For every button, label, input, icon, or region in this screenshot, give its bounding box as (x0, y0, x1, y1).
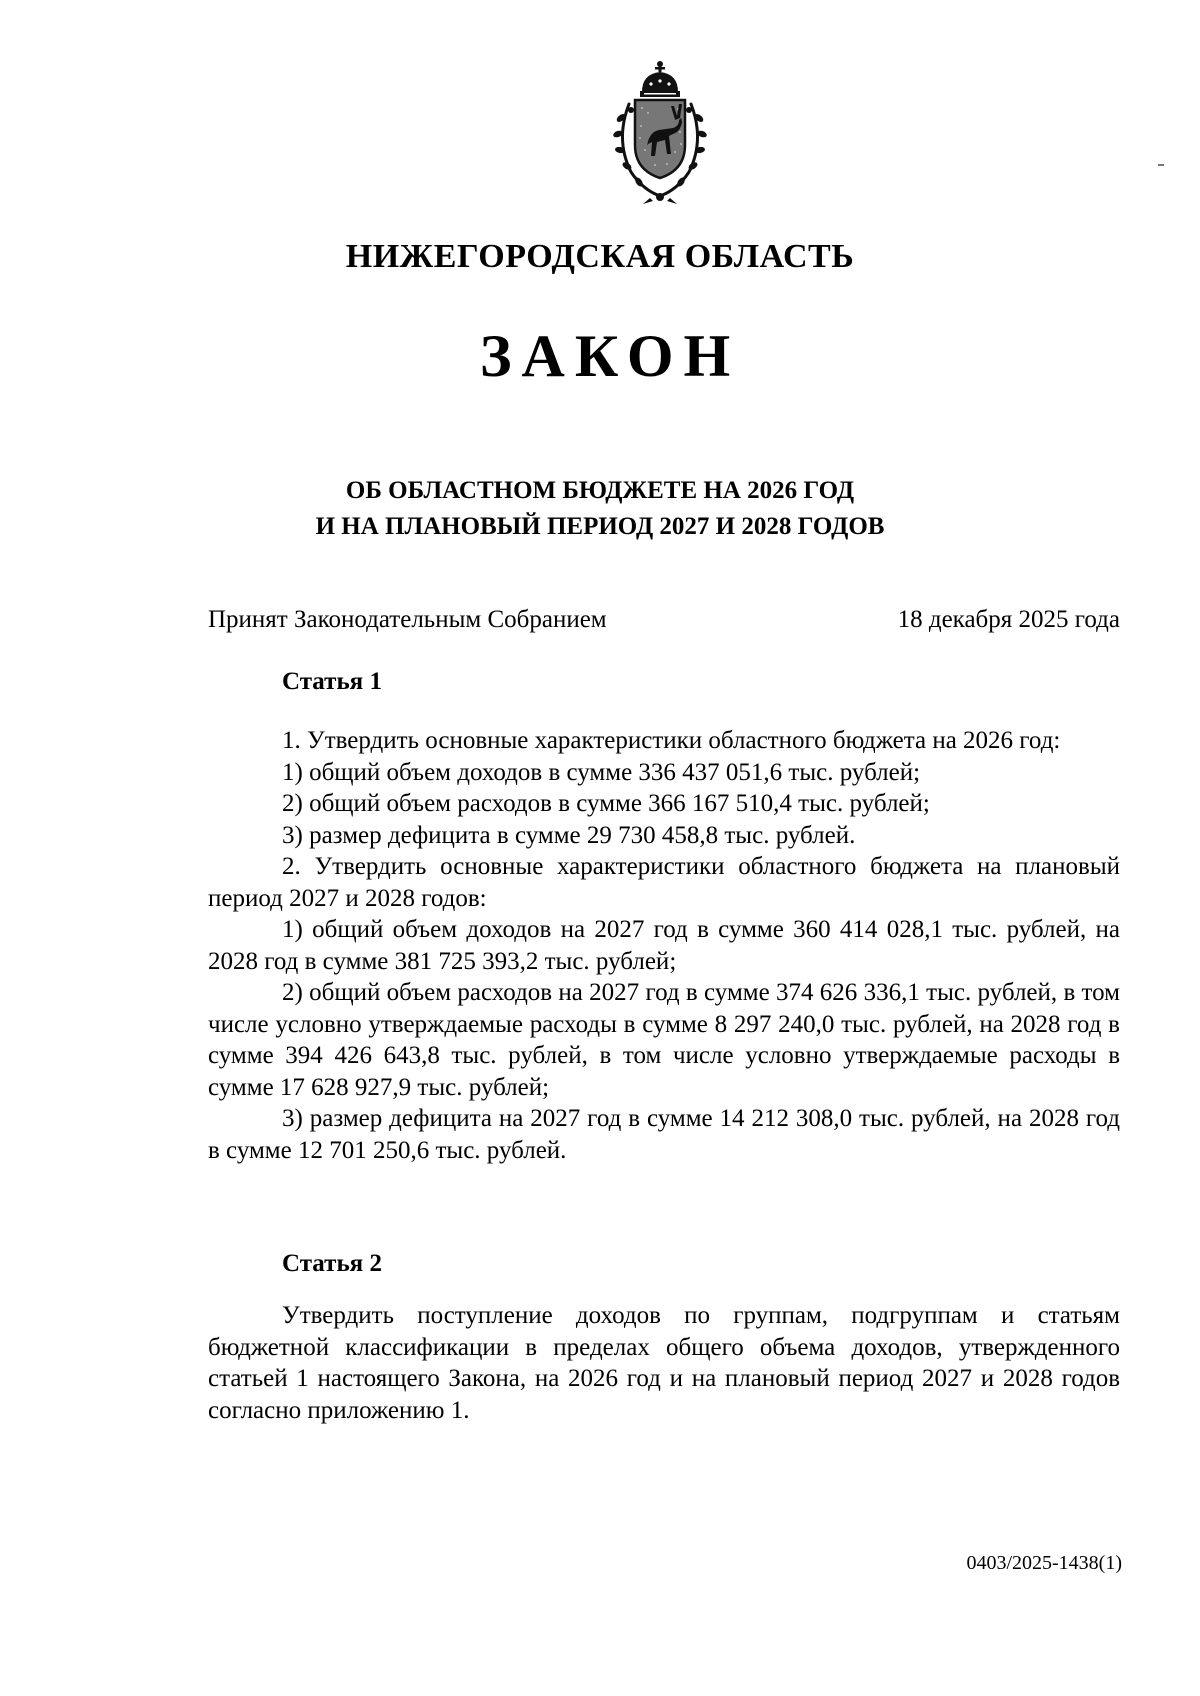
paragraph: 1. Утвердить основные характеристики областного бюджета на 2026 год: (282, 727, 1061, 754)
law-title-line-1: ОБ ОБЛАСТНОМ БЮДЖЕТЕ НА 2026 ГОД (345, 477, 855, 504)
article-1-body (208, 725, 1120, 1166)
paragraph: 1) общий объем доходов в сумме 336 437 051,6 тыс. рублей; (282, 758, 921, 786)
scan-artifact (1158, 164, 1164, 166)
paragraph: 2. Утвердить основные характеристики областного бюджета на плановый период 2027 и 2028 годов: (208, 853, 1120, 912)
coat-of-arms-icon (595, 60, 725, 205)
article-2-heading: Статья 2 (282, 1250, 382, 1277)
paragraph: 2) общий объем расходов в сумме 366 167 510,4 тыс. рублей; (282, 790, 930, 817)
article-1-heading: Статья 1 (282, 668, 382, 695)
paragraph: 3) размер дефицита на 2027 год в сумме 14 212 308,0 тыс. рублей, на 2028 год в сумме 12 701 250,6 тыс. рублей. (208, 1105, 1120, 1164)
document-type: ЗАКОН (479, 323, 741, 389)
paragraph: 3) размер дефицита в сумме 29 730 458,8 тыс. рублей. (282, 821, 856, 849)
region-name: НИЖЕГОРОДСКАЯ ОБЛАСТЬ (345, 238, 855, 275)
article-2-body (208, 1300, 1120, 1426)
law-title (0, 473, 1200, 545)
paragraph: 2) общий объем расходов на 2027 год в сумме 374 626 336,1 тыс. рублей, в том числе условно утверждаемые расходы в сумме 8 297 240,0 тыс. рублей, на 2028 год в сумме 394 426 643,8 тыс. рублей, в том числе условно утверждаемые расходы в сумме 17 628 927,9 тыс. рублей; (208, 979, 1120, 1101)
law-title-line-2: И НА ПЛАНОВЫЙ ПЕРИОД 2027 И 2028 ГОДОВ (315, 513, 885, 540)
adoption-line (208, 606, 1120, 634)
document-number: 0403/2025-1438(1) (966, 1552, 1122, 1574)
paragraph: 1) общий объем доходов на 2027 год в сумме 360 414 028,1 тыс. рублей, на 2028 год в сумме 381 725 393,2 тыс. рублей; (208, 916, 1120, 975)
adoption-date: 18 декабря 2025 года (897, 606, 1120, 633)
adopted-by: Принят Законодательным Собранием (208, 606, 607, 633)
paragraph: Утвердить поступление доходов по группам, подгруппам и статьям бюджетной классификации в пределах общего объема доходов, утвержденного статьей 1 настоящего Закона, на 2026 год и на плановый период 2027 и 2028 годов согласно приложению 1. (208, 1302, 1120, 1424)
